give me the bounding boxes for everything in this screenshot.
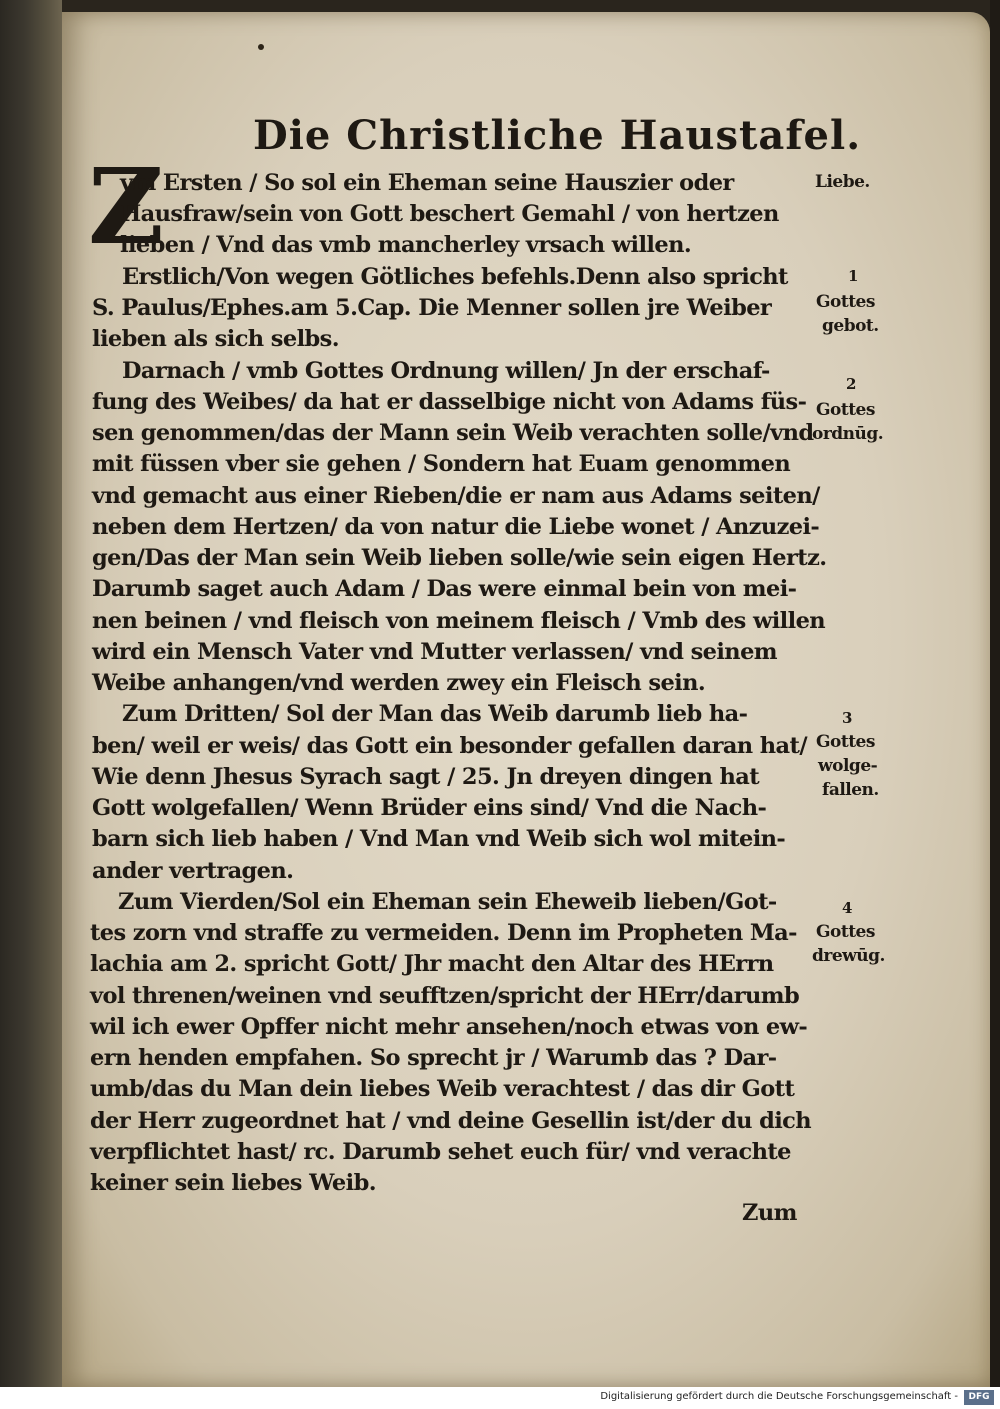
- text-line: lieben als sich selbs.: [92, 326, 339, 352]
- drop-capital: Z: [88, 145, 164, 268]
- text-line: Darumb saget auch Adam / Das were einmal bein von mei-: [92, 576, 797, 602]
- text-line: lachia am 2. spricht Gott/ Jhr macht den Altar des HErrn: [90, 951, 774, 977]
- margin-number: 1: [848, 267, 859, 285]
- text-line: Hausfraw/sein von Gott beschert Gemahl / von hertzen: [120, 201, 779, 227]
- margin-note: Gottes: [816, 400, 875, 420]
- text-line: der Herr zugeordnet hat / vnd deine Gesellin ist/der du dich: [90, 1108, 812, 1134]
- text-line: Wie denn Jhesus Syrach sagt / 25. Jn dreyen dingen hat: [92, 764, 760, 790]
- catchword: Zum: [742, 1200, 797, 1226]
- page-title: Die Christliche Haustafel.: [253, 112, 862, 159]
- text-line: verpflichtet hast/ rc. Darumb sehet euch für/ vnd verachte: [90, 1139, 791, 1165]
- text-line: Erstlich/Von wegen Götliches befehls.Denn also spricht: [122, 264, 788, 290]
- text-line: lieben / Vnd das vmb mancherley vrsach willen.: [120, 232, 692, 258]
- text-line: neben dem Hertzen/ da von natur die Liebe wonet / Anzuzei-: [92, 514, 820, 540]
- text-line: fung des Weibes/ da hat er dasselbige nicht von Adams füs-: [92, 389, 807, 415]
- margin-note: gebot.: [822, 316, 879, 336]
- text-line: wird ein Mensch Vater vnd Mutter verlassen/ vnd seinem: [92, 639, 777, 665]
- text-line: vm Ersten / So sol ein Eheman seine Hauszier oder: [120, 170, 734, 196]
- margin-note: ordnūg.: [812, 424, 884, 444]
- text-line: vol threnen/weinen vnd seufftzen/spricht der HErr/darumb: [90, 983, 800, 1009]
- text-line: ern henden empfahen. So sprecht jr / Warumb das ? Dar-: [90, 1045, 777, 1071]
- digitization-footer: [0, 1387, 1000, 1409]
- text-line: wil ich ewer Opffer nicht mehr ansehen/noch etwas von ew-: [90, 1014, 808, 1040]
- text-line: keiner sein liebes Weib.: [90, 1170, 376, 1196]
- text-line: nen beinen / vnd fleisch von meinem fleisch / Vmb des willen: [92, 608, 826, 634]
- margin-number: 3: [842, 709, 853, 727]
- text-line: tes zorn vnd straffe zu vermeiden. Denn im Propheten Ma-: [90, 920, 797, 946]
- dfg-logo: DFG: [964, 1390, 994, 1405]
- text-line: ander vertragen.: [92, 858, 294, 884]
- text-line: mit füssen vber sie gehen / Sondern hat Euam genommen: [92, 451, 791, 477]
- margin-note: Liebe.: [815, 172, 870, 192]
- margin-note: Gottes: [816, 732, 875, 752]
- text-line: barn sich lieb haben / Vnd Man vnd Weib sich wol mitein-: [92, 826, 786, 852]
- text-line: Weibe anhangen/vnd werden zwey ein Fleisch sein.: [92, 670, 706, 696]
- margin-note: wolge-: [818, 756, 878, 776]
- margin-note: Gottes: [816, 292, 875, 312]
- text-line: umb/das du Man dein liebes Weib verachtest / das dir Gott: [90, 1076, 795, 1102]
- text-line: Darnach / vmb Gottes Ordnung willen/ Jn der erschaf-: [122, 358, 770, 384]
- margin-note: drewūg.: [812, 946, 885, 966]
- margin-note: fallen.: [822, 780, 879, 800]
- text-line: gen/Das der Man sein Weib lieben solle/wie sein eigen Hertz.: [92, 545, 827, 571]
- text-line: vnd gemacht aus einer Rieben/die er nam aus Adams seiten/: [92, 483, 820, 509]
- text-line: ben/ weil er weis/ das Gott ein besonder gefallen daran hat/: [92, 733, 807, 759]
- margin-number: 2: [846, 375, 857, 393]
- text-line: sen genommen/das der Mann sein Weib verachten solle/vnd: [92, 420, 814, 446]
- text-line: Zum Vierden/Sol ein Eheman sein Eheweib lieben/Got-: [118, 889, 777, 915]
- margin-number: 4: [842, 899, 853, 917]
- text-line: S. Paulus/Ephes.am 5.Cap. Die Menner sollen jre Weiber: [92, 295, 772, 321]
- text-line: Gott wolgefallen/ Wenn Brüder eins sind/ Vnd die Nach-: [92, 795, 767, 821]
- footer-credit: Digitalisierung gefördert durch die Deutsche Forschungsgemeinschaft -: [600, 1391, 958, 1402]
- text-line: Zum Dritten/ Sol der Man das Weib darumb lieb ha-: [122, 701, 748, 727]
- margin-note: Gottes: [816, 922, 875, 942]
